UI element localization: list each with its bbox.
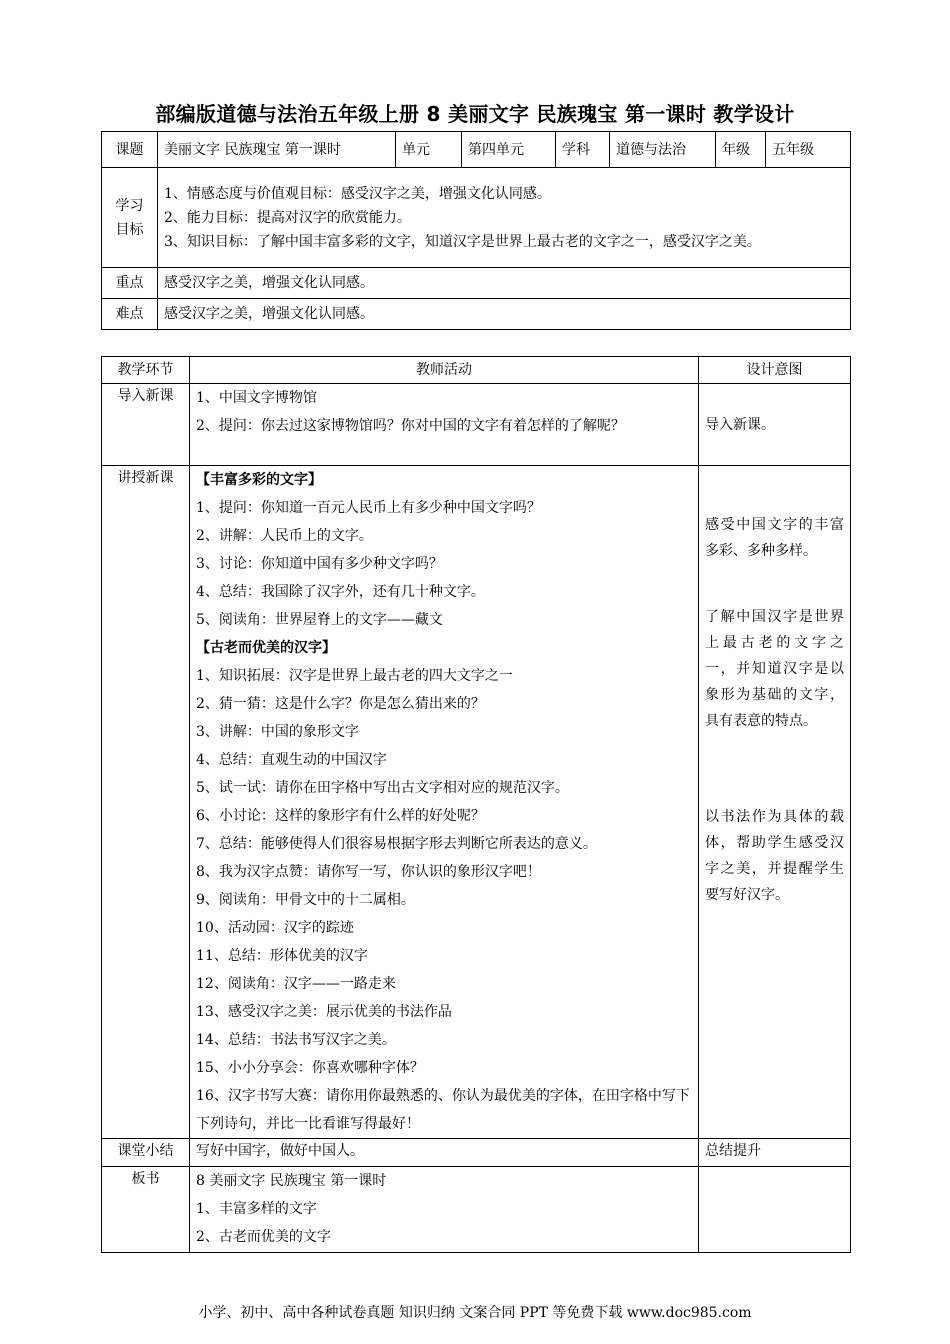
activity-item: 2、讲解：人民币上的文字。 — [196, 528, 373, 544]
key-value: 感受汉字之美，增强文化认同感。 — [158, 268, 851, 299]
row-board — [102, 1167, 851, 1253]
goals-label-line-1: 学习 — [115, 197, 144, 214]
subject-label: 学科 — [556, 132, 610, 168]
goal-item: 2、能力目标：提高对汉字的欣赏能力。 — [164, 209, 411, 226]
goal-item: 3、知识目标：了解中国丰富多彩的文字，知道汉字是世界上最古老的文字之一，感受汉字之美。 — [164, 233, 761, 250]
goals-content — [158, 168, 851, 268]
header-design-intent: 设计意图 — [699, 357, 851, 384]
table-header-row — [102, 357, 851, 384]
goals-label — [102, 168, 158, 268]
topic-label: 课题 — [102, 132, 158, 168]
activity-summary: 写好中国字，做好中国人。 — [190, 1139, 699, 1167]
stage-teach: 讲授新课 — [102, 466, 190, 1139]
row-summary — [102, 1139, 851, 1167]
info-row-topic — [102, 132, 851, 168]
activity-item: 8、我为汉字点赞：请你写一写，你认识的象形汉字吧！ — [196, 864, 541, 880]
topic-value: 美丽文字 民族瑰宝 第一课时 — [158, 132, 396, 168]
intent-teach — [699, 466, 851, 1139]
footer-note: 小学、初中、高中各种试卷真题 知识归纳 文案合同 PPT 等免费下载 www.doc985.com — [198, 1305, 752, 1321]
header-teacher-activity: 教师活动 — [190, 357, 699, 384]
grade-label: 年级 — [716, 132, 766, 168]
teaching-process-table — [101, 356, 851, 1253]
activity-item: 12、阅读角：汉字——一路走来 — [196, 976, 396, 992]
document-title: 部编版道德与法治五年级上册 8 美丽文字 民族瑰宝 第一课时 教学设计 — [155, 102, 795, 126]
stage-summary: 课堂小结 — [102, 1139, 190, 1167]
activity-item: 7、总结：能够使得人们很容易根据字形去判断它所表达的意义。 — [196, 836, 597, 852]
activity-item: 1、提问：你知道一百元人民币上有多少种中国文字吗？ — [196, 500, 541, 516]
subject-value: 道德与法治 — [610, 132, 716, 168]
activity-item: 4、总结：我国除了汉字外，还有几十种文字。 — [196, 584, 485, 600]
activity-item: 5、试一试：请你在田字格中写出古文字相对应的规范汉字。 — [196, 780, 569, 796]
section-title-ancient-characters: 【古老而优美的汉字】 — [196, 640, 336, 656]
stage-board: 板书 — [102, 1167, 190, 1253]
grade-value: 五年级 — [766, 132, 851, 168]
info-row-key — [102, 268, 851, 299]
activity-item: 2、猜一猜：这是什么字？你是怎么猜出来的？ — [196, 696, 485, 712]
activity-item: 15、小小分享会：你喜欢哪种字体？ — [196, 1060, 424, 1076]
activity-item: 10、活动园：汉字的踪迹 — [196, 920, 354, 936]
activity-teach — [190, 466, 699, 1139]
stage-intro: 导入新课 — [102, 384, 190, 466]
activity-item: 4、总结：直观生动的中国汉字 — [196, 752, 387, 768]
activity-item: 1、知识拓展：汉字是世界上最古老的四大文字之一 — [196, 668, 513, 684]
info-row-goals — [102, 168, 851, 268]
goals-label-line-2: 目标 — [115, 221, 144, 238]
activity-item: 14、总结：书法书写汉字之美。 — [196, 1032, 396, 1048]
intent-diverse-scripts: 感受中国文字的丰富多彩、多种多样。 — [705, 517, 844, 559]
difficulty-label: 难点 — [102, 299, 158, 330]
row-intro — [102, 384, 851, 466]
unit-label: 单元 — [396, 132, 462, 168]
activity-item: 3、讨论：你知道中国有多少种文字吗？ — [196, 556, 443, 572]
section-title-diverse-scripts: 【丰富多彩的文字】 — [196, 472, 322, 488]
goal-item: 1、情感态度与价值观目标：感受汉字之美，增强文化认同感。 — [164, 185, 551, 202]
header-stage: 教学环节 — [102, 357, 190, 384]
intent-intro: 导入新课。 — [699, 384, 851, 466]
activity-item: 9、阅读角：甲骨文中的十二属相。 — [196, 892, 415, 908]
key-label: 重点 — [102, 268, 158, 299]
lesson-info-table — [101, 131, 851, 330]
activity-intro — [190, 384, 699, 466]
board-item: 2、古老而优美的文字 — [196, 1229, 331, 1245]
intent-summary: 总结提升 — [699, 1139, 851, 1167]
row-teach — [102, 466, 851, 1139]
unit-value: 第四单元 — [462, 132, 556, 168]
activity-item: 16、汉字书写大赛：请你用你最熟悉的、你认为最优美的字体，在田字格中写下下列诗句，并比一比看谁写得最好！ — [196, 1088, 690, 1132]
activity-item: 6、小讨论：这样的象形字有什么样的好处呢？ — [196, 808, 485, 824]
activity-item: 13、感受汉字之美：展示优美的书法作品 — [196, 1004, 452, 1020]
activity-item: 1、中国文字博物馆 — [196, 390, 317, 406]
difficulty-value: 感受汉字之美，增强文化认同感。 — [158, 299, 851, 330]
board-item: 1、丰富多样的文字 — [196, 1201, 317, 1217]
info-row-difficulty — [102, 299, 851, 330]
activity-item: 2、提问：你去过这家博物馆吗？你对中国的文字有着怎样的了解呢？ — [196, 418, 625, 434]
activity-item: 11、总结：形体优美的汉字 — [196, 948, 368, 964]
intent-ancient-characters: 了解中国汉字是世界上最古老的文字之一，并知道汉字是以象形为基础的文字，具有表意的特点。 — [705, 609, 844, 729]
intent-calligraphy: 以书法作为具体的载体，帮助学生感受汉字之美，并提醒学生要写好汉字。 — [705, 809, 844, 903]
activity-item: 3、讲解：中国的象形文字 — [196, 724, 359, 740]
board-item: 8 美丽文字 民族瑰宝 第一课时 — [196, 1173, 387, 1189]
intent-board — [699, 1167, 851, 1253]
activity-item: 5、阅读角：世界屋脊上的文字——藏文 — [196, 612, 443, 628]
activity-board — [190, 1167, 699, 1253]
